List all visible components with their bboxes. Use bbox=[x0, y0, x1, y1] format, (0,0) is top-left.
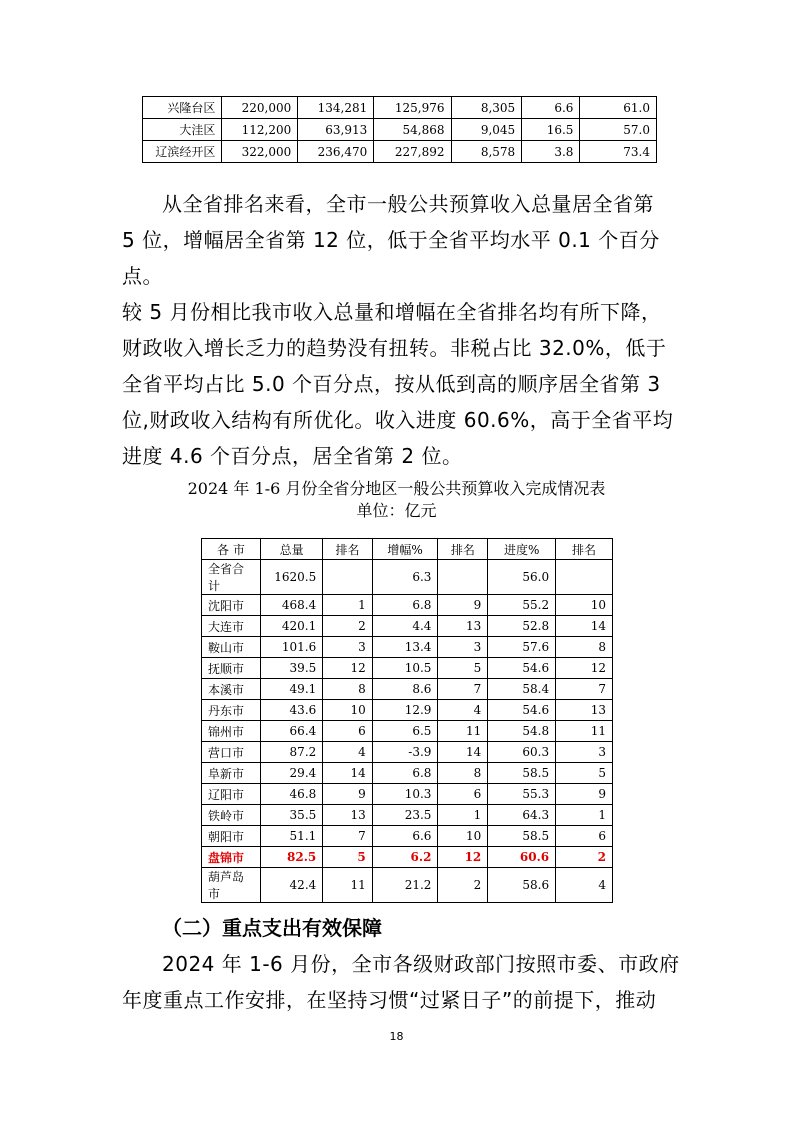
page-number: 18 bbox=[389, 1030, 404, 1043]
value-cell: 227,892 bbox=[374, 141, 451, 163]
value-cell: 10.5 bbox=[372, 658, 438, 679]
value-cell: 39.5 bbox=[260, 658, 322, 679]
table-row bbox=[202, 868, 613, 903]
value-cell: 23.5 bbox=[372, 805, 438, 826]
table-row bbox=[202, 560, 613, 595]
value-cell: -3.9 bbox=[372, 742, 438, 763]
value-cell: 6.6 bbox=[522, 97, 580, 119]
value-cell: 6.3 bbox=[372, 560, 438, 595]
table-row bbox=[202, 826, 613, 847]
city-name-cell: 朝阳市 bbox=[202, 826, 261, 847]
value-cell bbox=[323, 560, 372, 595]
value-cell: 420.1 bbox=[260, 616, 322, 637]
value-cell: 46.8 bbox=[260, 784, 322, 805]
table-row bbox=[143, 141, 657, 163]
value-cell: 8 bbox=[438, 763, 488, 784]
value-cell: 54,868 bbox=[374, 119, 451, 141]
city-name-cell: 沈阳市 bbox=[202, 595, 261, 616]
value-cell: 55.3 bbox=[488, 784, 556, 805]
value-cell: 5 bbox=[323, 847, 372, 868]
value-cell: 468.4 bbox=[260, 595, 322, 616]
value-cell: 10 bbox=[438, 826, 488, 847]
value-cell: 63,913 bbox=[298, 119, 374, 141]
value-cell: 64.3 bbox=[488, 805, 556, 826]
value-cell: 125,976 bbox=[374, 97, 451, 119]
value-cell: 10 bbox=[323, 700, 372, 721]
value-cell: 12.9 bbox=[372, 700, 438, 721]
city-name-cell: 丹东市 bbox=[202, 700, 261, 721]
column-header: 各 市 bbox=[202, 539, 261, 560]
city-name-cell: 本溪市 bbox=[202, 679, 261, 700]
value-cell: 3 bbox=[556, 742, 613, 763]
city-name-cell: 葫芦岛市 bbox=[202, 868, 261, 903]
value-cell: 52.8 bbox=[488, 616, 556, 637]
city-name-cell: 大连市 bbox=[202, 616, 261, 637]
section-heading: （二）重点支出有效保障 bbox=[162, 916, 382, 940]
city-name-cell: 盘锦市 bbox=[202, 847, 261, 868]
value-cell: 9 bbox=[556, 784, 613, 805]
paragraph-line: 财政收入增长乏力的趋势没有扭转。非税占比 32.0%，低于 bbox=[122, 336, 667, 360]
city-name-cell: 营口市 bbox=[202, 742, 261, 763]
value-cell: 13 bbox=[323, 805, 372, 826]
value-cell: 2 bbox=[556, 847, 613, 868]
value-cell: 10.3 bbox=[372, 784, 438, 805]
value-cell: 87.2 bbox=[260, 742, 322, 763]
paragraph-line: 全省平均占比 5.0 个百分点，按从低到高的顺序居全省第 3 bbox=[122, 372, 661, 396]
value-cell: 7 bbox=[438, 679, 488, 700]
table-row bbox=[202, 679, 613, 700]
value-cell: 11 bbox=[556, 721, 613, 742]
paragraph-line: 5 位，增幅居全省第 12 位，低于全省平均水平 0.1 个百分点。 bbox=[122, 228, 660, 288]
value-cell bbox=[556, 560, 613, 595]
value-cell: 66.4 bbox=[260, 721, 322, 742]
value-cell: 58.6 bbox=[488, 868, 556, 903]
value-cell: 236,470 bbox=[298, 141, 374, 163]
paragraph-line: 2024 年 1-6 月份，全市各级财政部门按照市委、市政府 bbox=[162, 952, 680, 976]
table-row bbox=[202, 595, 613, 616]
column-header: 增幅% bbox=[372, 539, 438, 560]
column-header: 排名 bbox=[438, 539, 488, 560]
table-title: 2024 年 1-6 月份全省分地区一般公共预算收入完成情况表 bbox=[187, 479, 606, 498]
value-cell: 3.8 bbox=[522, 141, 580, 163]
city-name-cell: 锦州市 bbox=[202, 721, 261, 742]
district-name-cell: 兴隆台区 bbox=[143, 97, 222, 119]
table-row bbox=[202, 742, 613, 763]
column-header: 排名 bbox=[323, 539, 372, 560]
paragraph-line: 进度 4.6 个百分点，居全省第 2 位。 bbox=[122, 444, 463, 468]
value-cell: 60.6 bbox=[488, 847, 556, 868]
value-cell: 4 bbox=[438, 700, 488, 721]
value-cell: 4 bbox=[323, 742, 372, 763]
table-row bbox=[202, 784, 613, 805]
value-cell: 82.5 bbox=[260, 847, 322, 868]
value-cell: 9,045 bbox=[451, 119, 522, 141]
value-cell: 7 bbox=[556, 679, 613, 700]
table-row bbox=[202, 763, 613, 784]
value-cell: 6 bbox=[556, 826, 613, 847]
ranking-paragraph bbox=[122, 186, 682, 474]
value-cell: 112,200 bbox=[222, 119, 298, 141]
paragraph-line: 年度重点工作安排，在坚持习惯“过紧日子”的前提下，推动 bbox=[122, 988, 657, 1012]
city-name-cell: 全省合计 bbox=[202, 560, 261, 595]
value-cell: 21.2 bbox=[372, 868, 438, 903]
table-unit: 单位：亿元 bbox=[356, 501, 437, 520]
table-row bbox=[202, 721, 613, 742]
province-revenue-table bbox=[201, 538, 613, 903]
value-cell: 4 bbox=[556, 868, 613, 903]
value-cell: 2 bbox=[438, 868, 488, 903]
highlighted-row bbox=[202, 847, 613, 868]
value-cell: 58.5 bbox=[488, 826, 556, 847]
value-cell: 1 bbox=[556, 805, 613, 826]
value-cell: 322,000 bbox=[222, 141, 298, 163]
table-row bbox=[143, 119, 657, 141]
paragraph-line: 从全省排名来看，全市一般公共预算收入总量居全省第 bbox=[162, 192, 654, 216]
city-name-cell: 抚顺市 bbox=[202, 658, 261, 679]
value-cell: 9 bbox=[438, 595, 488, 616]
value-cell: 6 bbox=[438, 784, 488, 805]
value-cell: 6.6 bbox=[372, 826, 438, 847]
value-cell: 2 bbox=[323, 616, 372, 637]
table-row bbox=[202, 658, 613, 679]
value-cell: 13 bbox=[556, 700, 613, 721]
district-name-cell: 辽滨经开区 bbox=[143, 141, 222, 163]
paragraph-line: 较 5 月份相比我市收入总量和增幅在全省排名均有所下降， bbox=[122, 300, 662, 324]
value-cell: 49.1 bbox=[260, 679, 322, 700]
value-cell: 220,000 bbox=[222, 97, 298, 119]
value-cell: 6 bbox=[323, 721, 372, 742]
city-name-cell: 铁岭市 bbox=[202, 805, 261, 826]
value-cell: 8.6 bbox=[372, 679, 438, 700]
value-cell: 54.6 bbox=[488, 700, 556, 721]
table-row bbox=[202, 637, 613, 658]
value-cell: 134,281 bbox=[298, 97, 374, 119]
table-row bbox=[202, 700, 613, 721]
value-cell: 101.6 bbox=[260, 637, 322, 658]
table-row bbox=[202, 805, 613, 826]
value-cell: 58.5 bbox=[488, 763, 556, 784]
value-cell: 6.5 bbox=[372, 721, 438, 742]
value-cell: 43.6 bbox=[260, 700, 322, 721]
value-cell: 8 bbox=[556, 637, 613, 658]
value-cell: 12 bbox=[438, 847, 488, 868]
value-cell: 42.4 bbox=[260, 868, 322, 903]
value-cell: 57.6 bbox=[488, 637, 556, 658]
column-header: 排名 bbox=[556, 539, 613, 560]
value-cell: 14 bbox=[556, 616, 613, 637]
value-cell: 56.0 bbox=[488, 560, 556, 595]
value-cell: 8,578 bbox=[451, 141, 522, 163]
value-cell: 1 bbox=[323, 595, 372, 616]
column-header: 总量 bbox=[260, 539, 322, 560]
district-name-cell: 大洼区 bbox=[143, 119, 222, 141]
value-cell: 12 bbox=[323, 658, 372, 679]
value-cell: 54.6 bbox=[488, 658, 556, 679]
value-cell: 29.4 bbox=[260, 763, 322, 784]
value-cell: 4.4 bbox=[372, 616, 438, 637]
value-cell: 13 bbox=[438, 616, 488, 637]
value-cell: 3 bbox=[323, 637, 372, 658]
value-cell: 61.0 bbox=[580, 97, 657, 119]
value-cell: 9 bbox=[323, 784, 372, 805]
value-cell: 7 bbox=[323, 826, 372, 847]
value-cell: 13.4 bbox=[372, 637, 438, 658]
value-cell: 57.0 bbox=[580, 119, 657, 141]
value-cell: 3 bbox=[438, 637, 488, 658]
value-cell: 51.1 bbox=[260, 826, 322, 847]
value-cell: 6.8 bbox=[372, 595, 438, 616]
value-cell: 6.8 bbox=[372, 763, 438, 784]
value-cell bbox=[438, 560, 488, 595]
value-cell: 6.2 bbox=[372, 847, 438, 868]
column-header: 进度% bbox=[488, 539, 556, 560]
value-cell: 11 bbox=[438, 721, 488, 742]
value-cell: 10 bbox=[556, 595, 613, 616]
value-cell: 55.2 bbox=[488, 595, 556, 616]
value-cell: 73.4 bbox=[580, 141, 657, 163]
paragraph-line: 位,财政收入结构有所优化。收入进度 60.6%，高于全省平均 bbox=[122, 408, 674, 432]
city-name-cell: 鞍山市 bbox=[202, 637, 261, 658]
expenditure-paragraph bbox=[122, 946, 682, 1018]
value-cell: 8,305 bbox=[451, 97, 522, 119]
value-cell: 12 bbox=[556, 658, 613, 679]
value-cell: 1 bbox=[438, 805, 488, 826]
value-cell: 1620.5 bbox=[260, 560, 322, 595]
table-caption bbox=[0, 478, 793, 522]
table-row bbox=[143, 97, 657, 119]
city-name-cell: 阜新市 bbox=[202, 763, 261, 784]
value-cell: 8 bbox=[323, 679, 372, 700]
value-cell: 11 bbox=[323, 868, 372, 903]
value-cell: 60.3 bbox=[488, 742, 556, 763]
value-cell: 35.5 bbox=[260, 805, 322, 826]
value-cell: 54.8 bbox=[488, 721, 556, 742]
value-cell: 14 bbox=[438, 742, 488, 763]
district-revenue-table bbox=[142, 96, 657, 163]
value-cell: 58.4 bbox=[488, 679, 556, 700]
value-cell: 5 bbox=[438, 658, 488, 679]
city-name-cell: 辽阳市 bbox=[202, 784, 261, 805]
value-cell: 14 bbox=[323, 763, 372, 784]
table-header-row bbox=[202, 539, 613, 560]
value-cell: 16.5 bbox=[522, 119, 580, 141]
value-cell: 5 bbox=[556, 763, 613, 784]
table-row bbox=[202, 616, 613, 637]
